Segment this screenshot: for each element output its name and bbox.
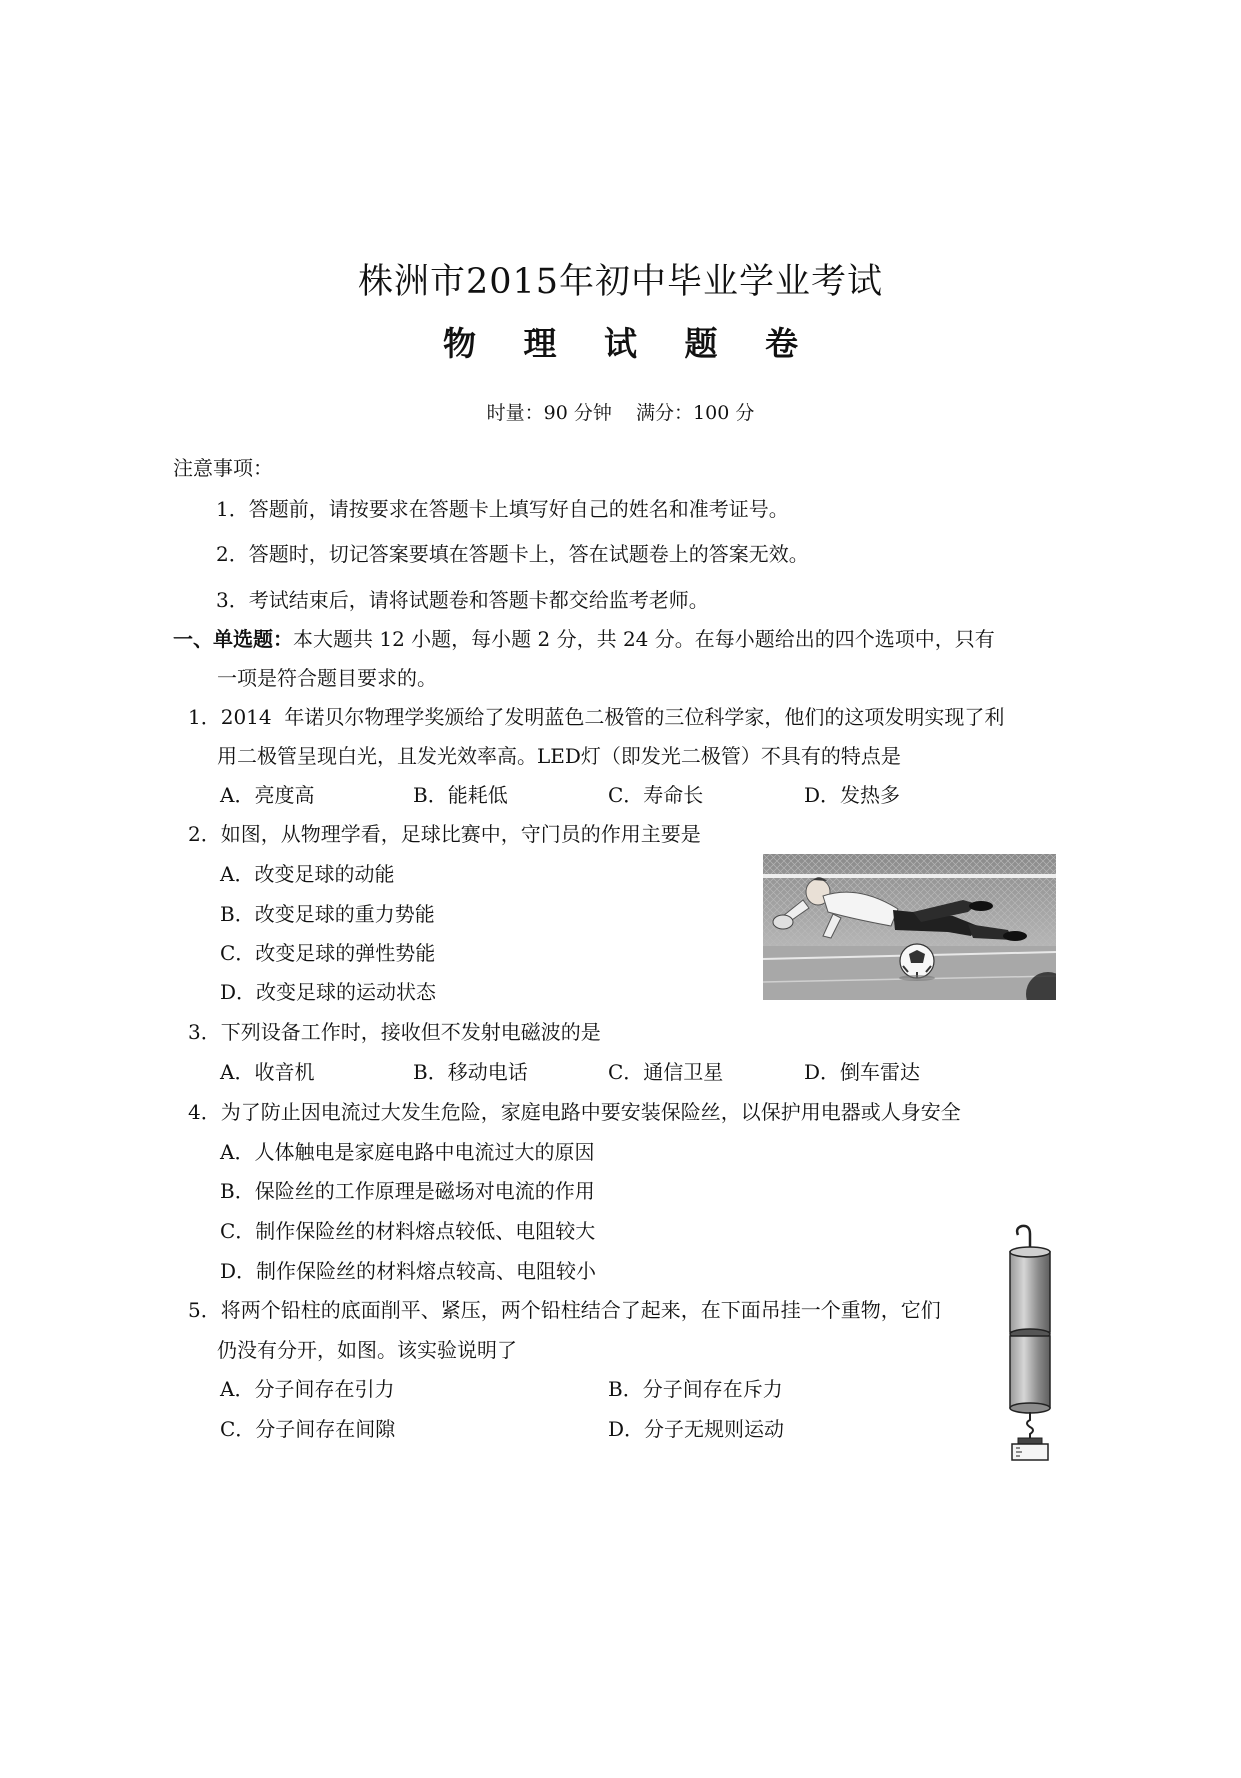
q2-option-a: A．改变足球的动能 <box>220 862 395 886</box>
note-item: 3．考试结束后，请将试题卷和答题卡都交给监考老师。 <box>216 588 709 612</box>
section-intro <box>173 623 995 652</box>
lead-cylinders-diagram <box>996 1222 1068 1462</box>
q4-option-d: D．制作保险丝的材料熔点较高、电阻较小 <box>220 1259 597 1283</box>
q1-option-d: D．发热多 <box>804 783 901 807</box>
exam-title: 株洲市2015年初中毕业学业考试 <box>357 262 884 302</box>
q4-option-b: B．保险丝的工作原理是磁场对电流的作用 <box>220 1179 595 1203</box>
q5-option-d: D．分子无规则运动 <box>608 1417 785 1441</box>
notes-heading: 注意事项： <box>173 456 273 480</box>
q3-option-b: B．移动电话 <box>413 1060 528 1084</box>
q1-option-a: A．亮度高 <box>220 783 315 807</box>
section-label: 一、单选题： <box>173 627 293 651</box>
q3-option-a: A．收音机 <box>220 1060 315 1084</box>
question-3-stem: 3．下列设备工作时，接收但不发射电磁波的是 <box>188 1020 601 1044</box>
section-intro-text: 本大题共 12 小题，每小题 2 分，共 24 分。在每小题给出的四个选项中，只有 <box>293 627 995 651</box>
q1-option-c: C．寿命长 <box>608 783 704 807</box>
q2-option-c: C．改变足球的弹性势能 <box>220 941 436 965</box>
q2-option-d: D．改变足球的运动状态 <box>220 980 437 1004</box>
q2-option-b: B．改变足球的重力势能 <box>220 902 435 926</box>
paper-subtitle: 物 理 试 题 卷 <box>443 324 816 363</box>
note-item: 2．答题时，切记答案要填在答题卡上，答在试题卷上的答案无效。 <box>216 542 809 566</box>
note-item: 1．答题前，请按要求在答题卡上填写好自己的姓名和准考证号。 <box>216 497 789 521</box>
question-5-stem-line2: 仍没有分开，如图。该实验说明了 <box>217 1338 517 1362</box>
q4-option-c: C．制作保险丝的材料熔点较低、电阻较大 <box>220 1219 596 1243</box>
q5-option-a: A．分子间存在引力 <box>220 1377 395 1401</box>
q1-option-b: B．能耗低 <box>413 783 508 807</box>
question-2-stem: 2．如图，从物理学看，足球比赛中，守门员的作用主要是 <box>188 822 701 846</box>
question-1-stem: 1．2014 年诺贝尔物理学奖颁给了发明蓝色二极管的三位科学家，他们的这项发明实现了利 <box>188 705 1005 729</box>
q5-option-c: C．分子间存在间隙 <box>220 1417 396 1441</box>
section-intro-line2: 一项是符合题目要求的。 <box>217 666 437 690</box>
q4-option-a: A．人体触电是家庭电路中电流过大的原因 <box>220 1140 595 1164</box>
question-4-stem: 4．为了防止因电流过大发生危险，家庭电路中要安装保险丝，以保护用电器或人身安全 <box>188 1100 961 1124</box>
q5-option-b: B．分子间存在斥力 <box>608 1377 783 1401</box>
exam-meta: 时量：90 分钟 满分：100 分 <box>486 402 755 424</box>
q3-option-d: D．倒车雷达 <box>804 1060 921 1084</box>
question-1-stem-line2: 用二极管呈现白光，且发光效率高。LED灯（即发光二极管）不具有的特点是 <box>217 744 901 768</box>
q3-option-c: C．通信卫星 <box>608 1060 724 1084</box>
question-5-stem: 5．将两个铅柱的底面削平、紧压，两个铅柱结合了起来，在下面吊挂一个重物，它们 <box>188 1298 941 1322</box>
goalkeeper-photo <box>763 854 1056 1000</box>
